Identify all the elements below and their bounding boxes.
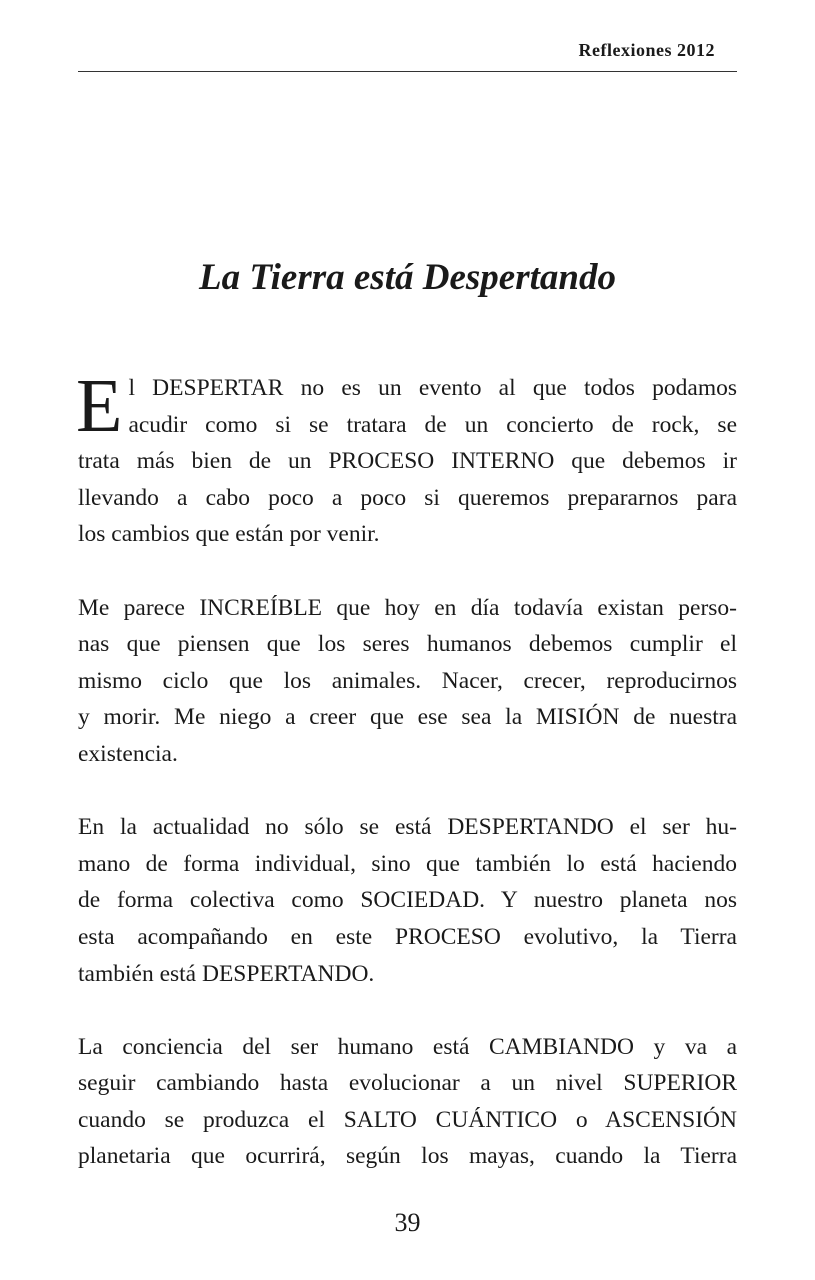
text-line: mismo ciclo que los animales. Nacer, crecer, reproducirnos (78, 667, 737, 694)
header-rule (78, 71, 737, 72)
text-line: seguir cambiando hasta evolucionar a un nivel SUPERIOR (78, 1070, 737, 1097)
text-line: Me parece INCREÍBLE que hoy en día todavía existan perso- (78, 594, 737, 621)
running-header (78, 40, 737, 61)
text-line: l DESPERTAR no es un evento al que todos podamos (128, 375, 737, 401)
text-line: y morir. Me niego a creer que ese sea la MISIÓN de nuestra (78, 704, 737, 731)
text-line: acudir como si se tratara de un concierto de rock, se (128, 411, 737, 438)
text-line: trata más bien de un PROCESO INTERNO que debemos ir (78, 448, 737, 475)
text-line: nas que piensen que los seres humanos debemos cumplir el (78, 631, 737, 658)
text-line: llevando a cabo poco a poco si queremos prepararnos para (78, 484, 737, 511)
paragraph (76, 364, 737, 553)
paragraph (78, 590, 737, 773)
text-line: existencia. (78, 740, 178, 767)
text-line: de forma colectiva como SOCIEDAD. Y nuestro planeta nos (78, 887, 737, 914)
paragraph (78, 1029, 737, 1175)
text-line: mano de forma individual, sino que también lo está haciendo (78, 850, 737, 877)
paragraph (78, 809, 737, 992)
text-line: esta acompañando en este PROCESO evolutivo, la Tierra (78, 923, 737, 950)
text-line: también está DESPERTANDO. (78, 960, 375, 987)
text-line: planetaria que ocurrirá, según los mayas, cuando la Tierra (78, 1143, 737, 1170)
text-line: La conciencia del ser humano está CAMBIANDO y va a (78, 1033, 737, 1060)
chapter-title: La Tierra está Despertando (199, 257, 616, 298)
body-text (76, 364, 737, 1212)
text-line: En la actualidad no sólo se está DESPERTANDO el ser hu- (78, 814, 737, 841)
page-number: 39 (394, 1208, 421, 1237)
text-line: cuando se produzca el SALTO CUÁNTICO o ASCENSIÓN (78, 1106, 737, 1133)
text-line: los cambios que están por venir. (78, 521, 380, 548)
drop-cap: E (76, 364, 123, 448)
running-title: Reflexiones 2012 (578, 40, 715, 60)
